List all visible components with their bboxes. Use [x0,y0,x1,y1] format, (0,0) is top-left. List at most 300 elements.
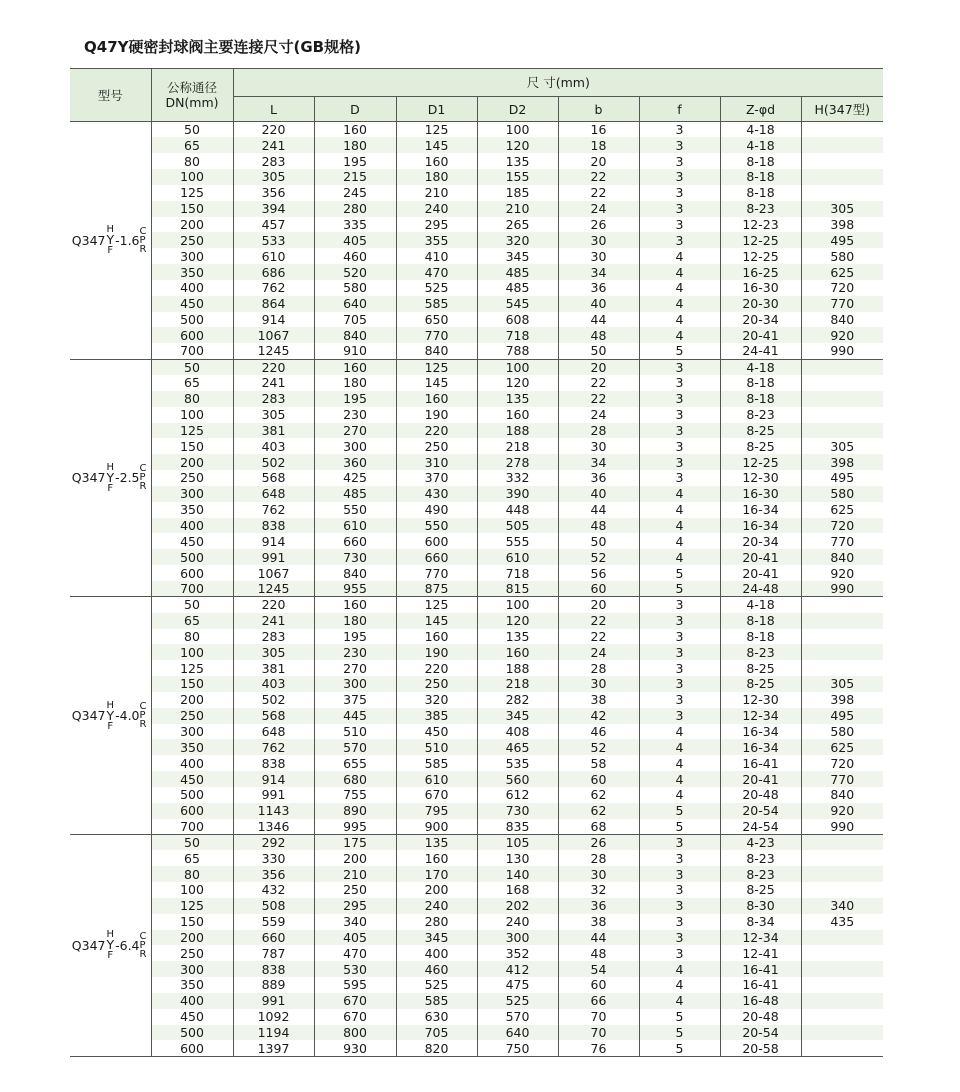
table-cell: 12-41 [720,945,801,961]
table-cell: 16-34 [720,518,801,534]
table-cell: 435 [830,914,855,930]
table-cell: 3 [639,613,720,629]
table-cell: 100 [151,407,233,423]
table-row [70,438,883,454]
table-cell: 4 [639,771,720,787]
table-cell: 4 [639,486,720,502]
table-cell: 50 [151,359,233,375]
table-cell: 580 [830,248,855,264]
table-cell: 3 [639,930,720,946]
table-cell: 80 [151,629,233,645]
table-cell: 600 [151,1040,233,1056]
table-cell: 3 [639,375,720,391]
table-cell: 241 [233,613,314,629]
table-cell: 20-41 [720,771,801,787]
table-cell: 65 [151,613,233,629]
table-cell: 3 [639,201,720,217]
table-cell: 8-23 [720,866,801,882]
table-cell: 36 [558,898,639,914]
table-cell: 670 [314,1009,396,1025]
table-cell: 398 [830,692,855,708]
table-cell: 12-34 [720,930,801,946]
table-cell: 914 [233,771,314,787]
table-row [70,232,883,248]
table-cell: 340 [801,898,883,914]
table-cell: 730 [314,549,396,565]
table-cell: 34 [558,454,639,470]
table-cell: 70 [558,1025,639,1041]
table-cell: 48 [558,945,639,961]
table-cell: 4-18 [720,137,801,153]
table-cell: 50 [151,834,233,850]
table-cell: 62 [558,787,639,803]
table-cell: 100 [477,359,558,375]
table-cell: 20 [558,597,639,613]
table-cell: 16-41 [720,977,801,993]
table-cell: 3 [639,153,720,169]
table-cell: 3 [639,407,720,423]
table-cell [801,644,883,660]
table-cell: 230 [314,407,396,423]
table-cell: 920 [801,327,883,343]
table-cell: 8-18 [720,375,801,391]
table-cell: 42 [558,708,639,724]
table-row [70,454,883,470]
table-cell: 200 [314,850,396,866]
table-cell: 125 [151,898,233,914]
table-cell: 100 [477,122,558,138]
table-cell: 30 [558,232,639,248]
table-cell: 241 [233,137,314,153]
table-cell: 38 [558,692,639,708]
table-cell: 3 [639,185,720,201]
table-cell: 24-48 [720,581,801,597]
header-col: L [233,97,314,122]
table-cell: 1346 [233,819,314,835]
model-label: Q347 H Y F -1.6 C P R [71,224,147,257]
table-cell: 20 [558,153,639,169]
table-cell: 36 [558,280,639,296]
table-cell: 56 [558,565,639,581]
table-cell: 20-54 [720,803,801,819]
table-cell: 160 [396,629,477,645]
table-cell: 648 [233,486,314,502]
header-col: D1 [396,97,477,122]
table-cell: 305 [233,407,314,423]
table-cell: 180 [314,613,396,629]
table-cell: 1194 [233,1025,314,1041]
table-cell: 533 [233,232,314,248]
table-cell: 448 [477,502,558,518]
table-cell: 4 [639,755,720,771]
table-cell: 770 [396,565,477,581]
table-cell: 8-34 [720,914,801,930]
table-cell: 230 [314,644,396,660]
table-cell: 32 [558,882,639,898]
table-row [70,993,883,1009]
table-row [70,914,883,930]
table-cell: 8-25 [720,676,801,692]
table-cell: 585 [396,296,477,312]
table-cell: 610 [477,549,558,565]
table-cell: 3 [639,914,720,930]
table-cell: 52 [558,739,639,755]
table-cell: 625 [830,502,855,518]
table-cell: 20-34 [720,312,801,328]
table-cell: 410 [396,248,477,264]
table-cell: 160 [396,850,477,866]
table-cell: 120 [477,137,558,153]
table-cell: 28 [558,660,639,676]
table-cell: 150 [151,914,233,930]
table-cell [801,153,883,169]
table-cell: 465 [477,739,558,755]
table-cell: 44 [558,502,639,518]
table-cell: 705 [314,312,396,328]
table-cell: 345 [396,930,477,946]
table-cell: 425 [314,470,396,486]
table-cell: 3 [639,122,720,138]
table-cell: 310 [396,454,477,470]
table-cell [801,1025,883,1041]
table-cell: 195 [314,391,396,407]
table-cell: 250 [151,470,233,486]
table-cell: 150 [151,676,233,692]
table-cell: 282 [477,692,558,708]
table-cell: 381 [233,660,314,676]
table-row [70,565,883,581]
table-cell: 3 [639,217,720,233]
table-cell: 215 [314,169,396,185]
table-cell: 320 [477,232,558,248]
table-cell: 20-41 [720,549,801,565]
header-col: D2 [477,97,558,122]
table-cell: 580 [314,280,396,296]
table-row [70,930,883,946]
table-cell: 1245 [233,581,314,597]
table-cell: 265 [477,217,558,233]
table-cell: 250 [314,882,396,898]
table-cell: 4 [639,739,720,755]
table-row [70,153,883,169]
table-cell: 300 [151,486,233,502]
table-cell: 495 [801,232,883,248]
table-cell: 8-18 [720,153,801,169]
table-cell: 62 [558,803,639,819]
table-cell: 555 [477,533,558,549]
table-cell: 490 [396,502,477,518]
table-cell: 135 [396,834,477,850]
table-cell: 550 [314,502,396,518]
table-cell: 8-25 [720,882,801,898]
table-cell: 44 [558,930,639,946]
table-cell: 40 [558,486,639,502]
table-cell: 46 [558,724,639,740]
table-cell: 4 [639,787,720,803]
table-cell: 840 [801,549,883,565]
table-cell [801,834,883,850]
table-cell: 5 [639,819,720,835]
table-cell [801,1040,883,1056]
table-cell: 28 [558,423,639,439]
table-cell: 510 [396,739,477,755]
table-row [70,644,883,660]
table-cell: 283 [233,153,314,169]
table-cell: 495 [801,708,883,724]
table-cell: 875 [396,581,477,597]
table-cell: 788 [477,343,558,359]
table-row [70,217,883,233]
model-cell [70,122,151,360]
table-cell: 200 [151,692,233,708]
table-cell [801,407,883,423]
table-cell: 160 [477,407,558,423]
table-cell: 4-18 [720,122,801,138]
table-cell: 16-34 [720,502,801,518]
table-cell: 910 [314,343,396,359]
table-cell: 485 [477,280,558,296]
table-cell: 3 [639,866,720,882]
table-cell: 4 [639,724,720,740]
table-cell: 100 [477,597,558,613]
table-cell: 16-48 [720,993,801,1009]
table-row [70,502,883,518]
table-cell: 5 [639,1025,720,1041]
table-cell [801,930,883,946]
table-cell: 3 [639,597,720,613]
table-cell: 68 [558,819,639,835]
table-cell [801,597,883,613]
table-cell: 838 [233,755,314,771]
table-cell: 80 [151,391,233,407]
table-cell: 241 [233,375,314,391]
table-cell: 5 [639,581,720,597]
table-cell: 12-25 [720,248,801,264]
table-cell: 240 [396,201,477,217]
table-cell: 990 [801,819,883,835]
table-cell: 210 [477,201,558,217]
table-cell: 3 [639,391,720,407]
table-cell: 4 [639,327,720,343]
table-cell: 450 [151,771,233,787]
table-cell [801,375,883,391]
table-cell: 250 [151,945,233,961]
table-cell: 4-23 [720,834,801,850]
table-cell: 770 [801,771,883,787]
table-cell: 160 [396,153,477,169]
table-cell: 16 [558,122,639,138]
table-cell: 890 [314,803,396,819]
table-cell: 600 [151,803,233,819]
table-cell: 202 [477,898,558,914]
table-cell: 1067 [233,327,314,343]
table-cell: 3 [639,423,720,439]
table-cell: 8-18 [720,629,801,645]
table-cell: 5 [639,343,720,359]
table-row [70,819,883,835]
table-cell: 686 [233,264,314,280]
table-cell: 770 [830,533,855,549]
table-cell: 16-34 [720,739,801,755]
table-cell: 220 [233,359,314,375]
table-cell: 795 [396,803,477,819]
table-cell: 300 [314,676,396,692]
table-cell: 300 [151,724,233,740]
table-cell: 650 [396,312,477,328]
table-cell: 345 [477,248,558,264]
table-cell: 150 [151,438,233,454]
table-cell: 4 [639,961,720,977]
table-cell: 12-30 [720,692,801,708]
table-cell: 381 [233,423,314,439]
table-cell: 22 [558,169,639,185]
table-cell: 500 [151,1025,233,1041]
table-cell: 100 [151,882,233,898]
table-row [70,581,883,597]
table-cell [801,122,883,138]
table-cell: 568 [233,708,314,724]
table-cell: 200 [396,882,477,898]
table-cell: 65 [151,137,233,153]
table-cell: 26 [558,217,639,233]
table-cell: 8-23 [720,201,801,217]
table-cell: 4 [639,312,720,328]
table-cell: 105 [477,834,558,850]
table-cell: 762 [233,739,314,755]
table-cell: 26 [558,834,639,850]
table-cell: 3 [639,232,720,248]
table-cell: 838 [233,518,314,534]
table-cell: 495 [830,470,855,486]
table-cell: 840 [314,565,396,581]
table-cell: 188 [477,423,558,439]
table-cell: 405 [314,930,396,946]
dimension-table [70,68,883,1057]
table-cell: 718 [477,565,558,581]
table-row [70,613,883,629]
table-cell: 12-34 [720,708,801,724]
table-cell: 20-48 [720,787,801,803]
table-row [70,945,883,961]
table-cell: 135 [477,153,558,169]
table-cell: 3 [639,438,720,454]
table-cell: 12-30 [720,470,801,486]
table-cell: 680 [314,771,396,787]
table-cell: 991 [233,993,314,1009]
header-col: b [558,97,639,122]
table-cell: 800 [314,1025,396,1041]
table-cell: 190 [396,644,477,660]
table-cell: 470 [314,945,396,961]
table-cell: 730 [477,803,558,819]
header-col: f [639,97,720,122]
table-cell: 405 [314,232,396,248]
header-dn-line2: DN(mm) [165,95,219,110]
model-cell [70,359,151,597]
model-cell [70,597,151,835]
table-cell: 16-30 [720,486,801,502]
table-cell: 502 [233,454,314,470]
table-cell: 4 [639,533,720,549]
table-cell: 220 [233,122,314,138]
table-cell: 70 [558,1009,639,1025]
model-label: Q347 H Y F -4.0 C P R [71,699,147,732]
model-cell [70,834,151,1056]
table-cell: 930 [314,1040,396,1056]
table-cell: 295 [396,217,477,233]
table-cell: 608 [477,312,558,328]
table-cell: 840 [830,312,855,328]
table-cell: 305 [233,644,314,660]
table-cell: 12-23 [720,217,801,233]
table-row [70,391,883,407]
table-cell: 570 [314,739,396,755]
table-cell: 120 [477,613,558,629]
header-col: D [314,97,396,122]
table-cell [801,391,883,407]
table-cell: 8-18 [720,185,801,201]
table-cell: 648 [233,724,314,740]
table-cell: 20-54 [720,1025,801,1041]
table-cell: 60 [558,771,639,787]
table-cell: 20-58 [720,1040,801,1056]
table-cell: 3 [639,629,720,645]
table-cell: 3 [639,850,720,866]
table-cell: 508 [233,898,314,914]
table-cell: 270 [314,423,396,439]
table-cell: 52 [558,549,639,565]
table-cell: 305 [801,676,883,692]
table-cell: 5 [639,565,720,581]
table-cell: 240 [477,914,558,930]
table-row [70,137,883,153]
table-cell: 8-18 [720,613,801,629]
table-cell: 8-30 [720,898,801,914]
table-cell: 485 [314,486,396,502]
table-cell: 355 [396,232,477,248]
table-row [70,486,883,502]
table-cell: 610 [396,771,477,787]
table-cell: 610 [233,248,314,264]
table-cell: 460 [314,248,396,264]
table-cell: 34 [558,264,639,280]
table-row [70,898,883,914]
table-cell: 50 [558,533,639,549]
table-cell: 125 [151,423,233,439]
table-cell: 610 [314,518,396,534]
table-cell: 625 [801,739,883,755]
table-cell: 145 [396,137,477,153]
table-cell: 991 [233,787,314,803]
table-cell: 520 [314,264,396,280]
table-cell: 450 [151,1009,233,1025]
table-cell: 8-23 [720,407,801,423]
table-cell: 3 [639,882,720,898]
table-cell: 4-18 [720,359,801,375]
table-cell: 150 [151,201,233,217]
table-cell: 700 [151,343,233,359]
table-row [70,755,883,771]
table-cell: 38 [558,914,639,930]
table-cell: 283 [233,629,314,645]
table-cell: 350 [151,977,233,993]
table-cell: 4 [639,280,720,296]
table-cell: 36 [558,470,639,486]
table-cell: 4 [639,549,720,565]
table-cell: 220 [233,597,314,613]
table-cell: 457 [233,217,314,233]
table-cell: 8-25 [720,660,801,676]
